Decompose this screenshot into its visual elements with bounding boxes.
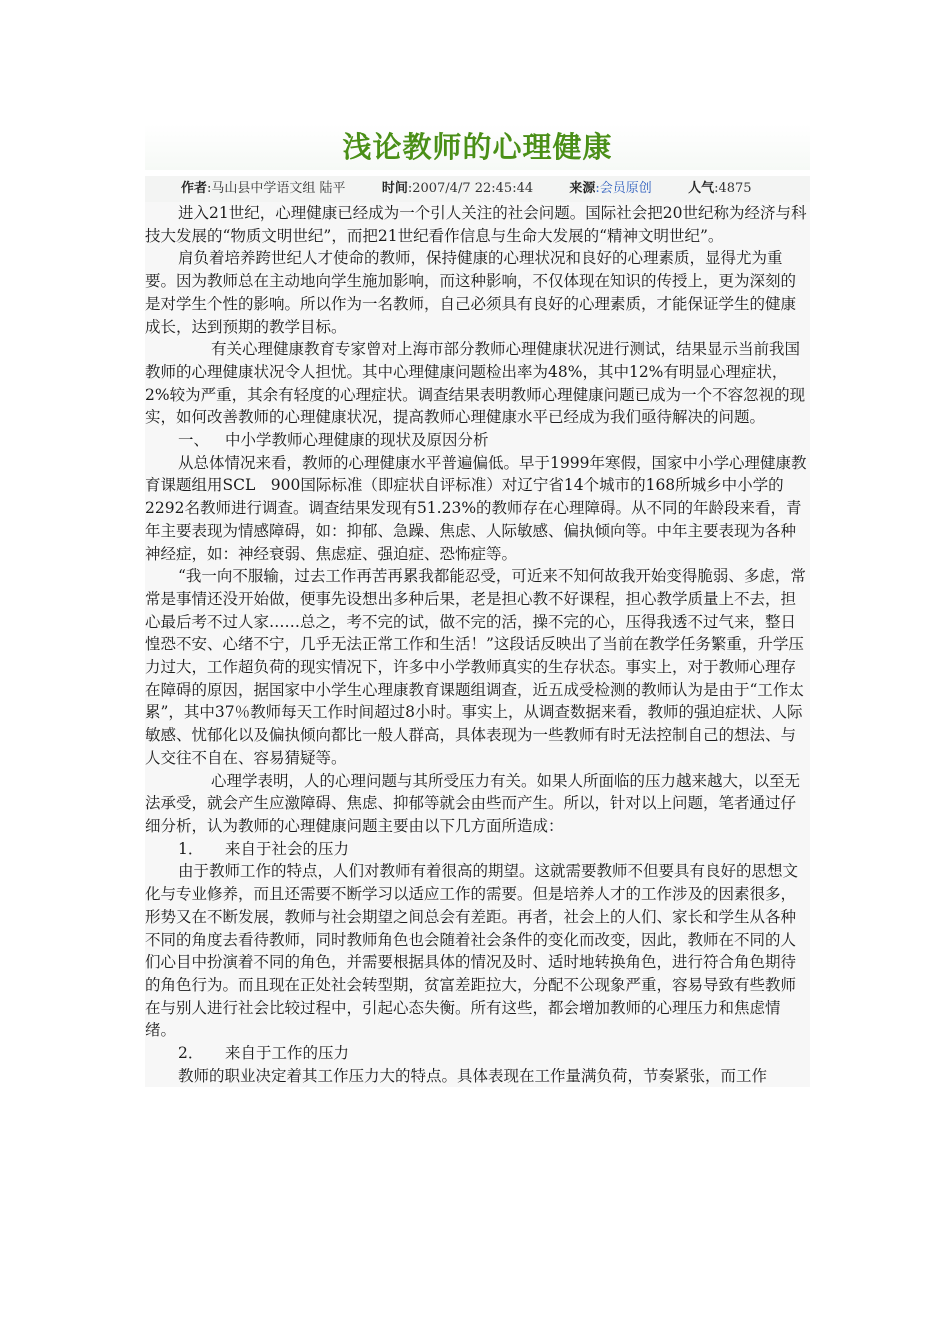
time-value: :2007/4/7 22:45:44: [407, 181, 534, 196]
section-title: 中小学教师心理健康的现状及原因分析: [225, 431, 489, 450]
source-label: 来源: [569, 181, 596, 196]
title-band: [145, 124, 810, 170]
paragraph-quote: “我一向不服输，过去工作再苦再累我都能忍受，可近来不知何故我开始变得脆弱、多虑，常常是事情还没开始做，便事先设想出多种后果，老是担心教不好课程，担心教学质量上不去，担心最后考不过人家……总之，考不完的试，做不完的活，操不完的心，压得我透不过气来，整日惶恐不安、心绪不宁，几乎无法正常工作和生活！”这段话反映出了当前在教学任务繁重，升学压力过大，工作超负荷的现实情况下，许多中小学教师真实的生存状态。事实上，对于教师心理存在障碍的原因，据国家中小学生心理康教育课题组调查，近五成受检测的教师认为是由于“工作太累”，其中37％教师每天工作时间超过8小时。事实上，从调查数据来看，教师的强迫症状、人际敏感、忧郁化以及偏执倾向都比一般人群高，具体表现为一些教师有时无法控制自己的想法、与人交往不自在、容易猜疑等。: [145, 565, 810, 769]
paragraph-intro: 进入21世纪，心理健康已经成为一个引人关注的社会问题。国际社会把20世纪称为经济与科技大发展的“物质文明世纪”，而把21世纪看作信息与生命大发展的“精神文明世纪”。: [145, 202, 810, 247]
subsection-number: 1．: [178, 839, 204, 858]
article-title: 浅论教师的心理健康: [342, 130, 613, 164]
paragraph-overview: 从总体情况来看，教师的心理健康水平普遍偏低。早于1999年寒假，国家中小学心理健康教育课题组用SCL 900国际标准（即症状自评标准）对辽宁省14个城市的168所城乡中小学的2292名教师进行调查。调查结果发现有51.23%的教师存在心理障碍。从不同的年龄段来看，青年主要表现为情感障碍，如：抑郁、急躁、焦虑、人际敏感、偏执倾向等。中年主要表现为各种神经症，如：神经衰弱、焦虑症、强迫症、恐怖症等。: [145, 452, 810, 566]
section-number: 一、: [178, 431, 210, 450]
paragraph-social-pressure: 由于教师工作的特点，人们对教师有着很高的期望。这就需要教师不但要具有良好的思想文化与专业修养，而且还需要不断学习以适应工作的需要。但是培养人才的工作涉及的因素很多，形势又在不断发展，教师与社会期望之间总会有差距。再者，社会上的人们、家长和学生从各种不同的角度去看待教师，同时教师角色也会随着社会条件的变化而改变，因此，教师在不同的人们心目中扮演着不同的角色，并需要根据具体的情况及时、适时地转换角色，进行符合角色期待的角色行为。而且现在正处社会转型期，贫富差距拉大，分配不公现象严重，容易导致有些教师在与别人进行社会比较过程中，引起心态失衡。所有这些，都会增加教师的心理压力和焦虑情绪。: [145, 860, 810, 1042]
author-label: 作者: [181, 181, 208, 196]
subsection-heading: [145, 838, 810, 861]
article-meta: [145, 176, 810, 202]
views-value: :4875: [714, 181, 752, 196]
paragraph-psychology: 心理学表明，人的心理问题与其所受压力有关。如果人所面临的压力越来越大，以至无法承受，就会产生应激障碍、焦虑、抑郁等就会由些而产生。所以，针对以上问题，笔者通过仔细分析，认为教师的心理健康问题主要由以下几方面所造成：: [145, 770, 810, 838]
article: [145, 124, 810, 1087]
views-label: 人气: [688, 181, 715, 196]
source-value[interactable]: :会员原创: [595, 181, 652, 196]
section-heading: [145, 429, 810, 452]
subsection-title: 来自于社会的压力: [225, 839, 350, 858]
subsection-heading: [145, 1042, 810, 1065]
paragraph-work-pressure: 教师的职业决定着其工作压力大的特点。具体表现在工作量满负荷，节奏紧张，而工作: [145, 1065, 810, 1088]
article-body: [145, 202, 810, 1087]
subsection-title: 来自于工作的压力: [225, 1044, 350, 1063]
author-value: :马山县中学语文组 陆平: [207, 181, 346, 196]
paragraph-survey: 有关心理健康教育专家曾对上海市部分教师心理健康状况进行测试，结果显示当前我国教师的心理健康状况令人担忧。其中心理健康问题检出率为48%，其中12%有明显心理症状，2%较为严重，其余有轻度的心理症状。调查结果表明教师心理健康问题已成为一个不容忽视的现实，如何改善教师的心理健康状况，提高教师心理健康水平已经成为我们亟待解决的问题。: [145, 338, 810, 429]
time-label: 时间: [381, 181, 408, 196]
paragraph-teacher-role: 肩负着培养跨世纪人才使命的教师，保持健康的心理状况和良好的心理素质，显得尤为重要。因为教师总在主动地向学生施加影响，而这种影响，不仅体现在知识的传授上，更为深刻的是对学生个性的影响。所以作为一名教师，自己必须具有良好的心理素质，才能保证学生的健康成长，达到预期的教学目标。: [145, 247, 810, 338]
subsection-number: 2．: [178, 1044, 204, 1063]
